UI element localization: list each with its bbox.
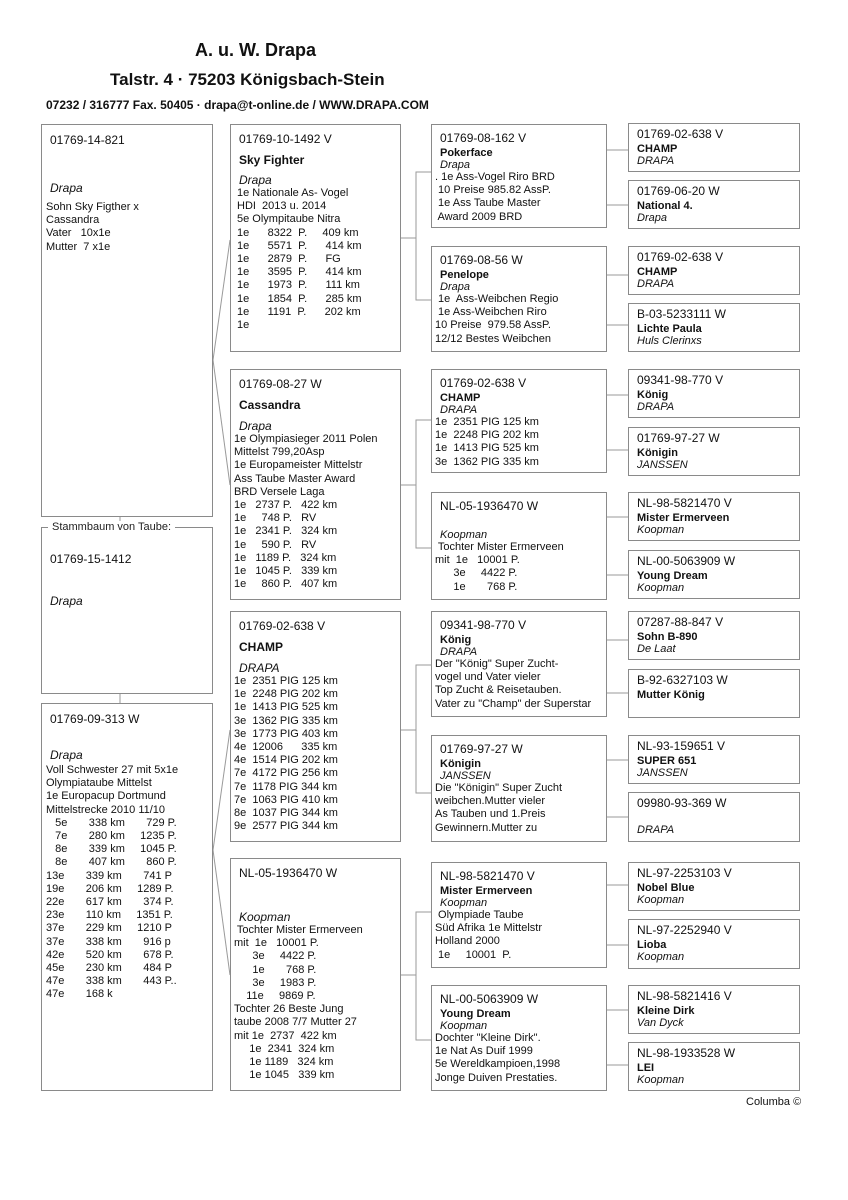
note-line: 8e 339 km 1045 P. <box>46 843 177 856</box>
notes <box>432 782 606 835</box>
breeder: Van Dyck <box>637 1017 684 1029</box>
notes <box>432 293 606 346</box>
breeder: Koopman <box>637 582 685 594</box>
note-line: 1e 1973 P. 111 km <box>237 279 360 292</box>
ring-number: 01769-10-1492 V <box>239 132 332 146</box>
breeder: JANSSEN <box>637 767 688 779</box>
pigeon-name: Lichte Paula <box>637 323 702 335</box>
ring-number: 01769-02-638 V <box>440 376 527 390</box>
ring-number: 01769-97-27 W <box>440 742 523 756</box>
note-line: 4e 12006 335 km <box>234 741 338 754</box>
note-line: HDI 2013 u. 2014 <box>237 200 327 213</box>
ring-number: 09341-98-770 V <box>637 373 724 387</box>
note-line: 3e 1983 P. <box>234 976 317 989</box>
breeder: Drapa <box>50 594 83 608</box>
pedigree-card-gg-1[interactable] <box>431 124 607 228</box>
pedigree-card-ggg-11[interactable] <box>628 735 800 784</box>
note-line: 4e 1514 PIG 202 km <box>234 754 338 767</box>
note-line: 42e 520 km 678 P. <box>46 948 174 961</box>
breeder: Drapa <box>50 181 83 195</box>
note-line: 10 Preise 979.58 AssP. <box>435 319 551 332</box>
breeder: DRAPA <box>239 661 280 675</box>
breeder: Huls Clerinxs <box>637 335 702 347</box>
note-line: 1e Ass-Weibchen Regio <box>435 293 559 305</box>
pigeon-name: Young Dream <box>637 570 708 582</box>
pedigree-card-grandmother-maternal[interactable] <box>230 858 401 1091</box>
ring-number: NL-00-5063909 W <box>637 554 736 568</box>
pigeon-name: National 4. <box>637 200 693 212</box>
ring-number: 01769-02-638 V <box>239 619 326 633</box>
ring-number: NL-98-5821416 V <box>637 989 732 1003</box>
pedigree-card-grandmother-paternal[interactable] <box>230 369 401 600</box>
note-line: 37e 229 km 1210 P <box>46 922 172 935</box>
pigeon-name: Pokerface <box>440 147 493 159</box>
ring-number: 01769-08-56 W <box>440 253 523 267</box>
pedigree-card-gg-2[interactable] <box>431 246 607 352</box>
pedigree-card-ggg-8[interactable] <box>628 550 800 599</box>
note-line: 1e Ass-Weibchen Riro <box>435 306 547 319</box>
pigeon-name: König <box>440 634 472 646</box>
note-line: 9e 2577 PIG 344 km <box>234 820 338 833</box>
ring-number: NL-98-5821470 V <box>637 496 732 510</box>
breeder: DRAPA <box>440 404 478 416</box>
note-line: Award 2009 BRD <box>435 210 523 223</box>
breeder: DRAPA <box>637 401 675 413</box>
notes <box>234 187 400 332</box>
breeder: De Laat <box>637 643 676 655</box>
notes <box>432 416 606 469</box>
note-line: Holland 2000 <box>435 935 500 948</box>
pedigree-card-gg-7[interactable] <box>431 862 607 968</box>
notes <box>231 675 400 833</box>
note-line: 3e 4422 P. <box>234 950 317 963</box>
breeder: Koopman <box>440 1020 488 1032</box>
pedigree-card-ggg-15[interactable] <box>628 985 800 1034</box>
note-line: 1e 5571 P. 414 km <box>237 239 362 252</box>
ring-number: B-92-6327103 W <box>637 673 728 687</box>
notes <box>432 541 606 594</box>
pedigree-card-mother[interactable] <box>41 703 213 1091</box>
note-line: Gewinnern.Mutter zu <box>435 821 538 834</box>
breeder: Drapa <box>50 748 83 762</box>
breeder: Koopman <box>637 524 685 536</box>
pedigree-card-father[interactable] <box>41 124 213 517</box>
note-line: 1e 1045 P. 339 km <box>234 565 338 578</box>
breeder: Drapa <box>239 419 272 433</box>
pigeon-name: Penelope <box>440 269 489 281</box>
ring-number: 01769-15-1412 <box>50 552 132 566</box>
note-line: 1e <box>237 319 250 332</box>
breeder: Drapa <box>440 159 470 171</box>
breeder-address: Talstr. 4 · 75203 Königsbach-Stein <box>110 70 385 89</box>
note-line: 22e 617 km 374 P. <box>46 896 174 909</box>
ring-number: 01769-06-20 W <box>637 184 720 198</box>
note-line: Mutter 7 x1e <box>46 240 111 253</box>
note-line: 1e 768 P. <box>435 580 518 593</box>
note-line: 47e 338 km 443 P.. <box>46 975 177 988</box>
pedigree-card-ggg-16[interactable] <box>628 1042 800 1091</box>
pigeon-name: Sky Fighter <box>239 153 305 167</box>
pigeon-name: Mutter König <box>637 689 705 701</box>
note-line: 1e 2248 PIG 202 km <box>435 429 539 442</box>
note-line: Sohn Sky Figther x <box>46 201 139 213</box>
subject-legend: Stammbaum von Taube: <box>48 521 175 533</box>
pedigree-card-ggg-5[interactable] <box>628 369 800 418</box>
ring-number: 01769-08-27 W <box>239 377 322 391</box>
ring-number: 09341-98-770 V <box>440 618 527 632</box>
breeder: Drapa <box>440 281 470 293</box>
breeder: Drapa <box>239 173 272 187</box>
breeder: Koopman <box>637 894 685 906</box>
note-line: 12/12 Bestes Weibchen <box>435 332 551 345</box>
ring-number: 01769-02-638 V <box>637 250 724 264</box>
note-line: Top Zucht & Reisetauben. <box>435 684 562 697</box>
pigeon-name: Mister Ermerveen <box>440 885 533 897</box>
ring-number: NL-98-1933528 W <box>637 1046 736 1060</box>
pedigree-card-ggg-7[interactable] <box>628 492 800 541</box>
notes <box>231 924 400 1082</box>
note-line: 1e 8322 P. 409 km <box>237 226 359 239</box>
pedigree-card-gg-4[interactable] <box>431 492 607 600</box>
pedigree-card-gg-3[interactable] <box>431 369 607 473</box>
pigeon-name: Nobel Blue <box>637 882 695 894</box>
software-credit: Columba © <box>746 1096 802 1108</box>
note-line: 10 Preise 985.82 AssP. <box>435 184 551 197</box>
note-line: 3e 1362 PIG 335 km <box>234 714 338 727</box>
breeder: Koopman <box>440 897 488 909</box>
pedigree-card-gg-5[interactable] <box>431 611 607 717</box>
pigeon-name: Königin <box>637 447 678 459</box>
breeder-contact: 07232 / 316777 Fax. 50405 · drapa@t-online.de / WWW.DRAPA.COM <box>46 98 429 112</box>
note-line: 1e 1191 P. 202 km <box>237 305 361 318</box>
pigeon-name: Königin <box>440 758 481 770</box>
note-line: Olympiataube Mittelst <box>46 777 152 790</box>
note-line: Cassandra <box>46 214 100 227</box>
notes <box>231 433 400 591</box>
pedigree-card-gg-6[interactable] <box>431 735 607 842</box>
note-line: 3e 1773 PIG 403 km <box>234 727 338 740</box>
pedigree-card-ggg-1[interactable] <box>628 123 800 172</box>
note-line: 7e 1178 PIG 344 km <box>234 780 338 793</box>
pedigree-card-ggg-3[interactable] <box>628 246 800 295</box>
pigeon-name: Kleine Dirk <box>637 1005 695 1017</box>
note-line: 1e 10001 P. <box>435 948 512 961</box>
note-line: Mittelst 799,20Asp <box>234 446 325 459</box>
note-line: 1e Ass Taube Master <box>435 197 541 210</box>
breeder: JANSSEN <box>637 459 688 471</box>
breeder-name: A. u. W. Drapa <box>195 40 317 60</box>
note-line: 1e Nat As Duif 1999 <box>435 1045 533 1058</box>
pigeon-name: Sohn B-890 <box>637 631 698 643</box>
note-line: 3e 1362 PIG 335 km <box>435 455 539 468</box>
note-line: 1e 1413 PIG 525 km <box>435 442 539 455</box>
notes <box>432 658 606 711</box>
note-line: 8e 1037 PIG 344 km <box>234 807 338 820</box>
pigeon-name: Mister Ermerveen <box>637 512 730 524</box>
breeder: Koopman <box>239 910 291 924</box>
note-line: BRD Versele Laga <box>234 485 325 498</box>
pedigree-card-ggg-4[interactable] <box>628 303 800 352</box>
note-line: 19e 206 km 1289 P. <box>46 882 174 895</box>
note-line: 1e 2341 P. 324 km <box>234 525 338 538</box>
note-line: Jonge Duiven Prestaties. <box>435 1071 558 1084</box>
pigeon-name: Young Dream <box>440 1008 511 1020</box>
note-line: Süd Afrika 1e Mittelstr <box>435 922 542 935</box>
note-line: 1e 1413 PIG 525 km <box>234 701 338 714</box>
pedigree-card-ggg-6[interactable] <box>628 427 800 476</box>
notes <box>42 764 212 1002</box>
note-line: weibchen.Mutter vieler <box>435 795 546 808</box>
breeder: JANSSEN <box>440 770 491 782</box>
pigeon-name: Cassandra <box>239 398 301 412</box>
note-line: Vater 10x1e <box>46 227 111 240</box>
note-line: Der "König" Super Zucht- <box>435 658 559 670</box>
note-line: Dochter "Kleine Dirk". <box>435 1032 541 1044</box>
note-line: 5e Olympitaube Nitra <box>237 213 341 226</box>
pigeon-name: CHAMP <box>637 266 678 278</box>
note-line: . 1e Ass-Vogel Riro BRD <box>435 171 555 183</box>
notes <box>432 909 606 962</box>
pedigree-card-ggg-14[interactable] <box>628 919 800 969</box>
pigeon-name: CHAMP <box>239 640 283 654</box>
note-line: 7e 4172 PIG 256 km <box>234 767 338 780</box>
note-line: 1e Nationale As- Vogel <box>237 187 349 199</box>
breeder: DRAPA <box>637 155 675 167</box>
note-line: 1e Europameister Mittelstr <box>234 459 363 472</box>
note-line: 3e 4422 P. <box>435 567 518 580</box>
pigeon-name: CHAMP <box>440 392 481 404</box>
note-line: Voll Schwester 27 mit 5x1e <box>46 764 179 776</box>
note-line: Ass Taube Master Award <box>234 472 356 485</box>
note-line: 5e 338 km 729 P. <box>46 816 177 829</box>
ring-number: NL-98-5821470 V <box>440 869 535 883</box>
pedigree-card-gg-8[interactable] <box>431 985 607 1091</box>
breeder: Koopman <box>637 951 685 963</box>
note-line: 1e 3595 P. 414 km <box>237 266 362 279</box>
ring-number: 09980-93-369 W <box>637 796 727 810</box>
note-line: 1e 1045 339 km <box>234 1069 335 1082</box>
note-line: 1e 860 P. 407 km <box>234 578 338 591</box>
note-line: 13e 339 km 741 P <box>46 869 172 882</box>
ring-number: B-03-5233111 W <box>637 307 726 321</box>
ring-number: NL-97-2253103 V <box>637 866 732 880</box>
breeder: DRAPA <box>637 824 675 836</box>
note-line: Olympiade Taube <box>435 909 524 921</box>
pigeon-name <box>637 812 799 824</box>
note-line: 1e 1189 324 km <box>234 1056 334 1069</box>
ring-number: NL-05-1936470 W <box>239 866 338 880</box>
note-line: 11e 9869 P. <box>234 990 316 1003</box>
note-line: 1e 2737 P. 422 km <box>234 499 338 512</box>
pedigree-card-ggg-2[interactable] <box>628 180 800 229</box>
note-line: vogel und Vater vieler <box>435 671 541 684</box>
ring-number: 01769-02-638 V <box>637 127 724 141</box>
breeder: DRAPA <box>637 278 675 290</box>
note-line: mit 1e 2737 422 km <box>234 1029 337 1042</box>
note-line: 47e 168 k <box>46 988 113 1001</box>
note-line: As Tauben und 1.Preis <box>435 808 546 821</box>
notes <box>42 201 212 254</box>
note-line: Die "Königin" Super Zucht <box>435 782 563 794</box>
ring-number: 01769-08-162 V <box>440 131 527 145</box>
ring-number: NL-93-159651 V <box>637 739 726 753</box>
note-line: 1e 768 P. <box>234 963 317 976</box>
note-line: 1e 2351 PIG 125 km <box>435 416 539 428</box>
ring-number: NL-97-2252940 V <box>637 923 732 937</box>
note-line: mit 1e 10001 P. <box>234 937 319 950</box>
pedigree-card-grandfather-paternal[interactable] <box>230 124 401 352</box>
ring-number: 01769-14-821 <box>50 133 125 147</box>
pedigree-card-ggg-12[interactable] <box>628 792 800 842</box>
note-line: 8e 407 km 860 P. <box>46 856 177 869</box>
note-line: 1e 1854 P. 285 km <box>237 292 362 305</box>
note-line: 1e 1189 P. 324 km <box>234 551 337 564</box>
breeder: Koopman <box>440 529 488 541</box>
note-line: Tochter 26 Beste Jung <box>234 1003 344 1016</box>
note-line: 7e 280 km 1235 P. <box>46 830 177 843</box>
pigeon-name: König <box>637 389 669 401</box>
ring-number: NL-05-1936470 W <box>440 499 539 513</box>
breeder: Koopman <box>637 1074 685 1086</box>
breeder: Drapa <box>637 212 667 224</box>
pigeon-name: SUPER 651 <box>637 755 697 767</box>
note-line: 1e 2248 PIG 202 km <box>234 688 338 701</box>
note-line: 1e 748 P. RV <box>234 512 317 525</box>
pedigree-card-ggg-10[interactable] <box>628 669 800 718</box>
note-line: 1e 2351 PIG 125 km <box>234 675 338 687</box>
note-line: 1e 590 P. RV <box>234 538 317 551</box>
note-line: Mittelstrecke 2010 11/10 <box>46 803 166 816</box>
note-line: taube 2008 7/7 Mutter 27 <box>234 1016 357 1029</box>
note-line: 5e Wereldkampioen,1998 <box>435 1058 561 1071</box>
pigeon-name: LEI <box>637 1062 655 1074</box>
pedigree-card-ggg-9[interactable] <box>628 611 800 660</box>
ring-number: 01769-97-27 W <box>637 431 720 445</box>
pedigree-card-ggg-13[interactable] <box>628 862 800 911</box>
note-line: 1e Europacup Dortmund <box>46 790 166 803</box>
pedigree-card-subject[interactable] <box>41 527 213 694</box>
note-line: mit 1e 10001 P. <box>435 554 520 567</box>
note-line: 37e 338 km 916 p <box>46 935 171 948</box>
note-line: Tochter Mister Ermerveen <box>435 541 564 553</box>
note-line: Vater zu "Champ" der Superstar <box>435 697 592 710</box>
ring-number: 07287-88-847 V <box>637 615 724 629</box>
notes <box>432 171 606 224</box>
note-line: 23e 110 km 1351 P. <box>46 909 173 922</box>
note-line: 7e 1063 PIG 410 km <box>234 793 338 806</box>
note-line: 1e 2341 324 km <box>234 1042 335 1055</box>
notes <box>432 1032 606 1085</box>
pedigree-card-grandfather-maternal[interactable] <box>230 611 401 842</box>
note-line: 45e 230 km 484 P <box>46 962 172 975</box>
pigeon-name: CHAMP <box>637 143 678 155</box>
ring-number: NL-00-5063909 W <box>440 992 539 1006</box>
pigeon-name: Lioba <box>637 939 667 951</box>
note-line: Tochter Mister Ermerveen <box>234 924 363 936</box>
breeder: DRAPA <box>440 646 478 658</box>
note-line: 1e Olympiasieger 2011 Polen <box>234 433 378 445</box>
ring-number: 01769-09-313 W <box>50 712 140 726</box>
note-line: 1e 2879 P. FG <box>237 253 341 266</box>
